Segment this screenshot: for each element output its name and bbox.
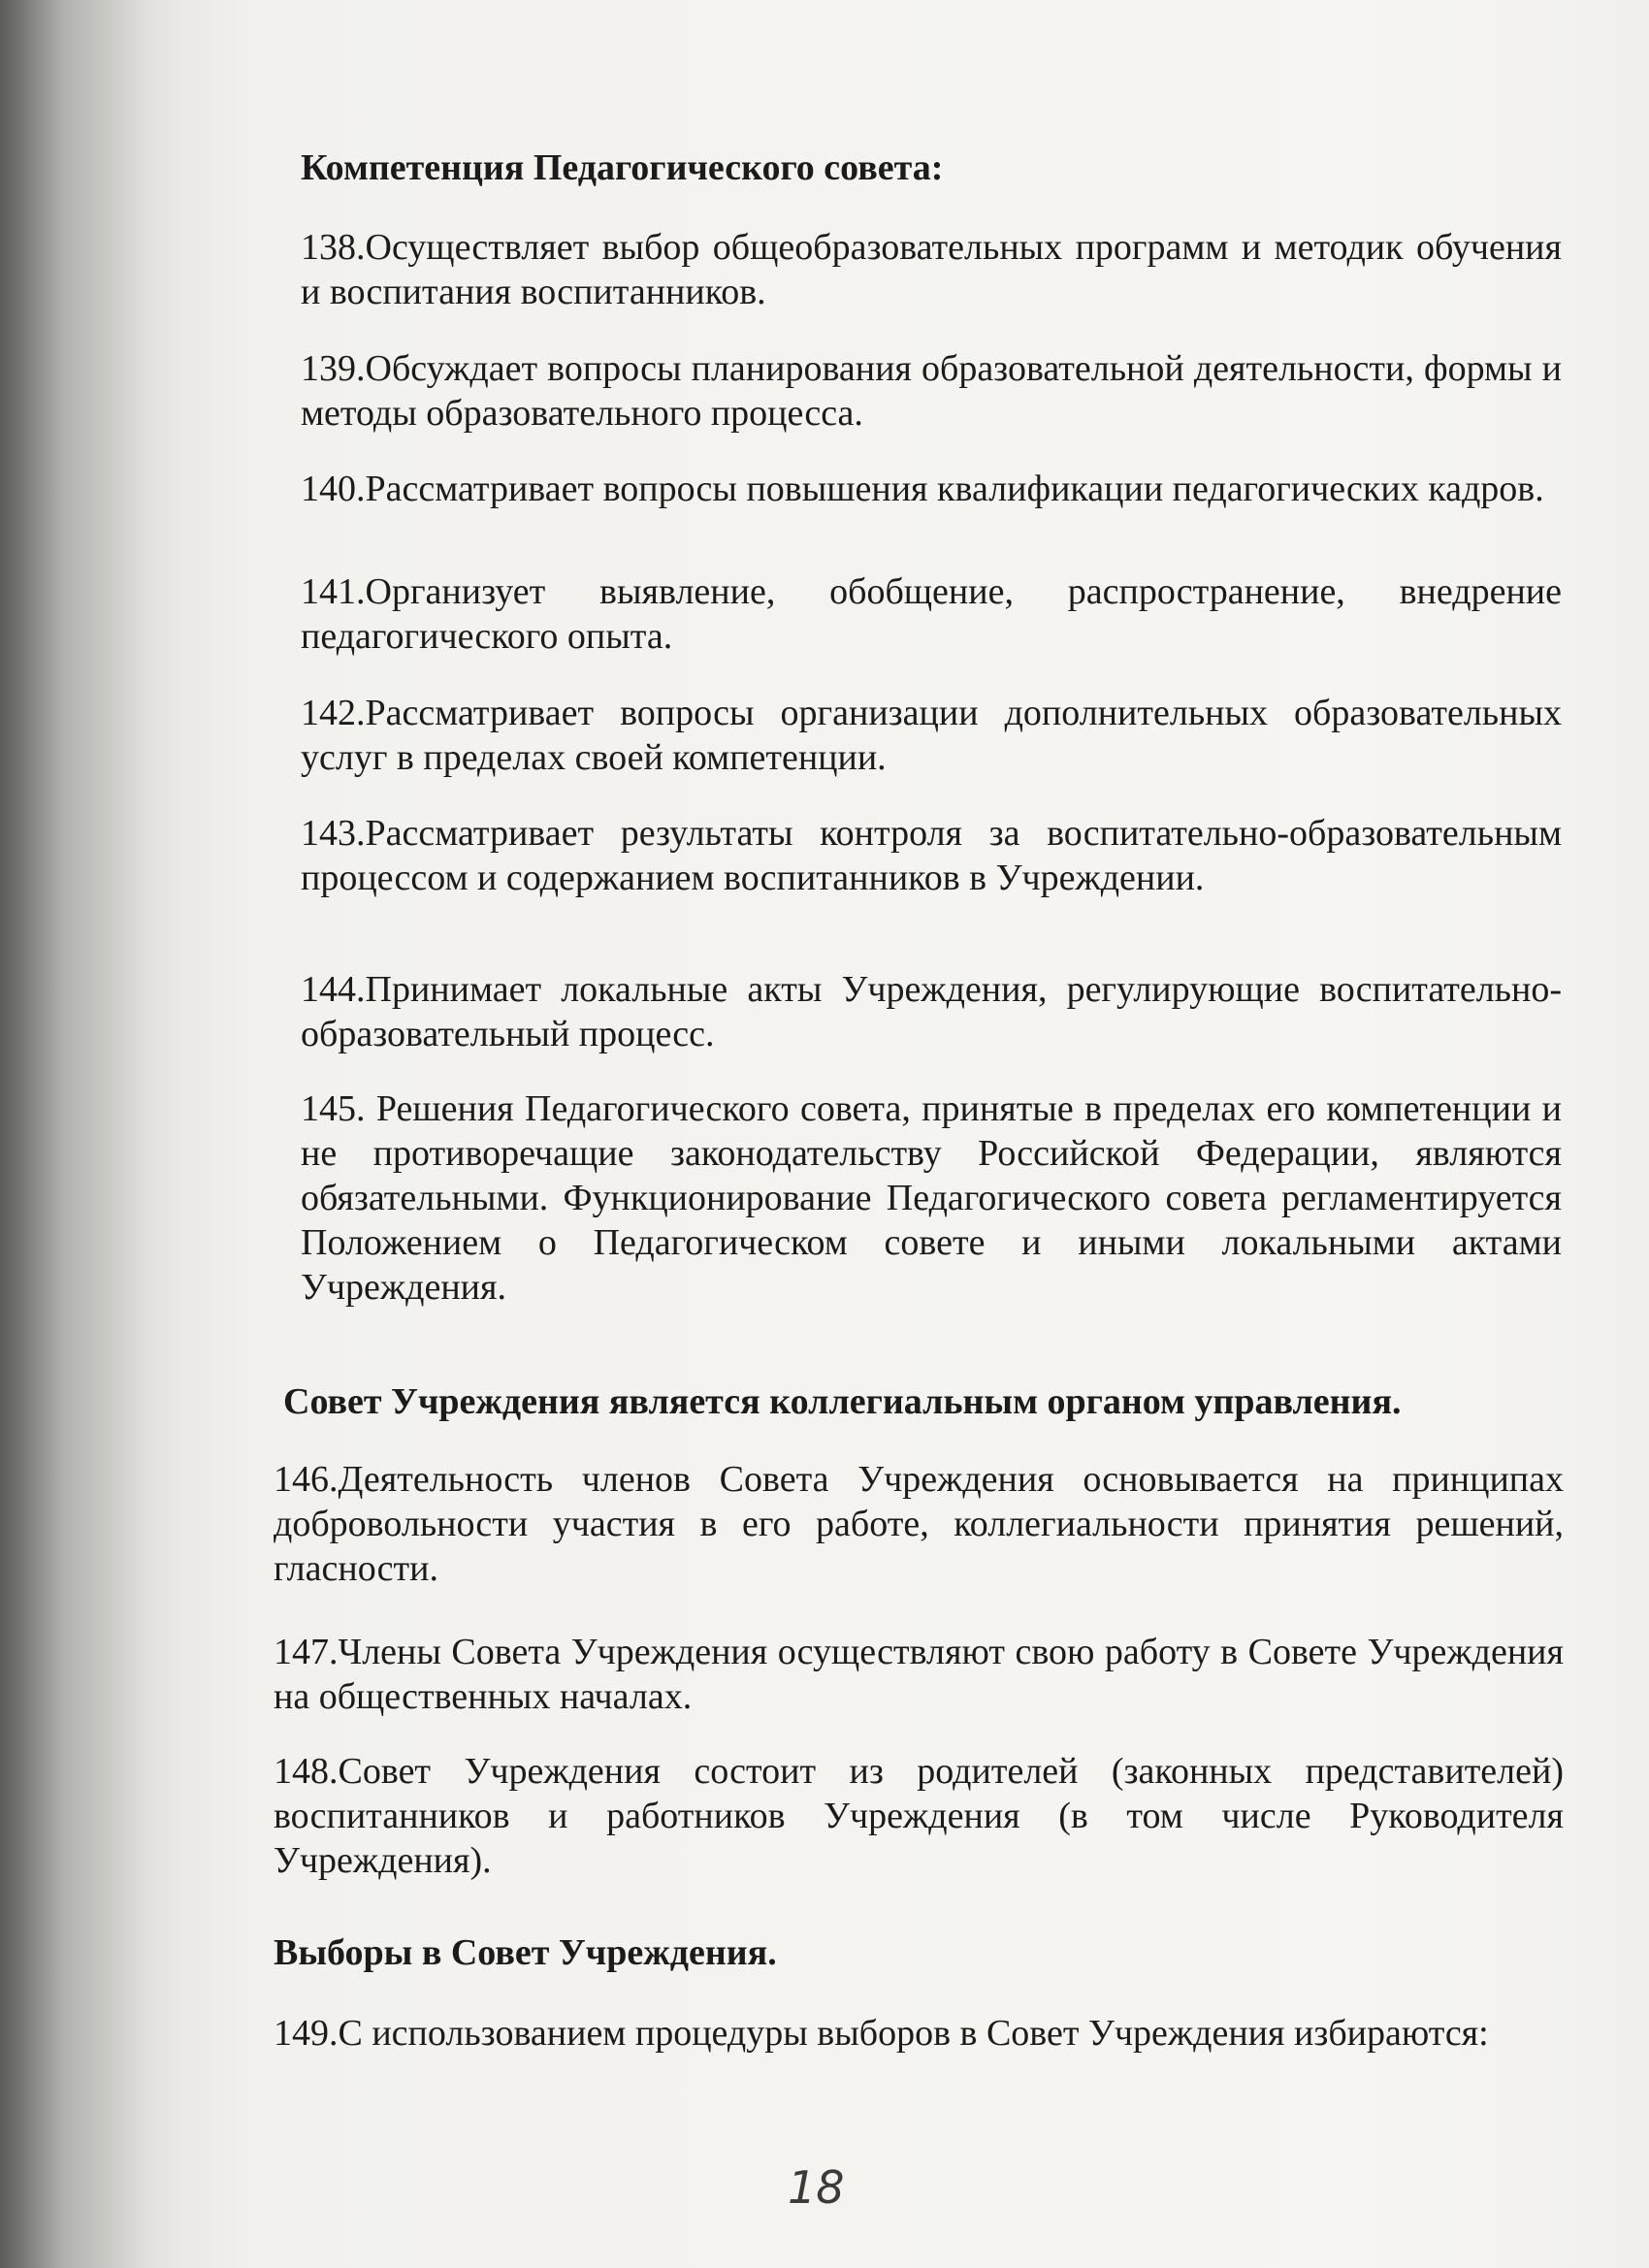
heading-council: Совет Учреждения является коллегиальным органом управления. [283,1381,1402,1422]
paragraph-148: 148.Совет Учреждения состоит из родителей (законных представителей) воспитанников и работников Учреждения (в том числе Руководителя Учреждения). [274,1751,1564,1881]
page-fold-shadow [0,0,184,2268]
paragraph-140: 140.Рассматривает вопросы повышения квалификации педагогических кадров. [301,469,1544,509]
paragraph-142: 142.Рассматривает вопросы организации дополнительных образовательных услуг в пределах своей компетенции. [301,693,1562,778]
heading-elections: Выборы в Совет Учреждения. [274,1932,777,1973]
paragraph-146: 146.Деятельность членов Совета Учреждения основывается на принципах добровольности участия в его работе, коллегиальности принятия решений, гласности. [274,1459,1564,1589]
paragraph-141: 141.Организует выявление, обобщение, распространение, внедрение педагогического опыта. [301,571,1562,657]
paragraph-138: 138.Осуществляет выбор общеобразовательных программ и методик обучения и воспитания воспитанников. [301,227,1562,312]
paragraph-143: 143.Рассматривает результаты контроля за воспитательно-образовательным процессом и содержанием воспитанников в Учреждении. [301,813,1562,898]
paragraph-145: 145. Решения Педагогического совета, принятые в пределах его компетенции и не противоречащие законодательству Российской Федерации, являются обязательными. Функционирование Педагогического совета регламентируется Положением о Педагогическом совете и иными локальными актами Учреждения. [301,1088,1562,1308]
paragraph-144: 144.Принимает локальные акты Учреждения, регулирующие воспитательно-образовательный процесс. [301,969,1562,1054]
heading-competence: Компетенция Педагогического совета: [301,147,944,188]
paragraph-139: 139.Обсуждает вопросы планирования образовательной деятельности, формы и методы образовательного процесса. [301,348,1562,434]
paragraph-149: 149.С использованием процедуры выборов в Совет Учреждения избираются: [274,2013,1489,2054]
page-number: 18 [788,2161,845,2214]
paragraph-147: 147.Члены Совета Учреждения осуществляют свою работу в Совете Учреждения на общественных началах. [274,1632,1564,1717]
